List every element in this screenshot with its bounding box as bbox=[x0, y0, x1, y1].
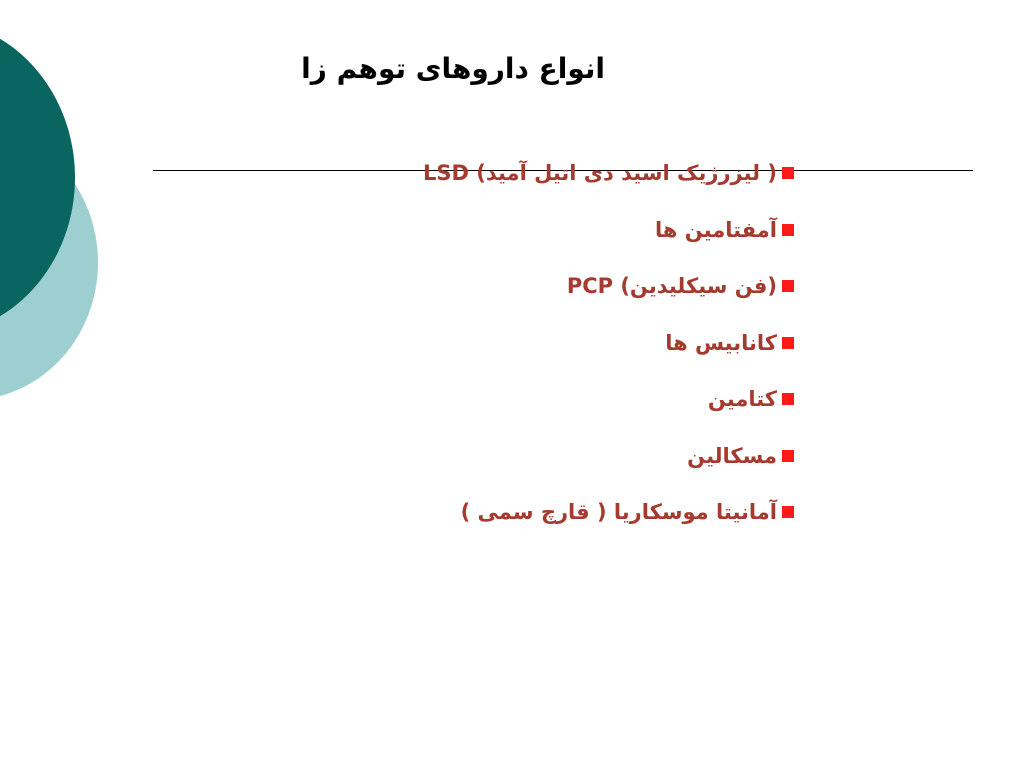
list-item-text: کانابیس ها bbox=[665, 330, 777, 355]
list-item-text: کتامین bbox=[707, 387, 777, 412]
square-bullet-icon bbox=[782, 167, 794, 179]
list-item bbox=[234, 145, 794, 202]
list-item bbox=[234, 371, 794, 428]
list-item bbox=[234, 484, 794, 541]
list-item-text: مسکالین bbox=[687, 443, 777, 468]
list-item bbox=[234, 202, 794, 259]
list-item bbox=[234, 428, 794, 485]
bullet-list bbox=[234, 145, 794, 541]
list-item-text: PCP (فن سیکلیدین) bbox=[566, 274, 777, 299]
slide-title: انواع داروهای توهم زا bbox=[301, 52, 605, 85]
square-bullet-icon bbox=[782, 337, 794, 349]
square-bullet-icon bbox=[782, 280, 794, 292]
square-bullet-icon bbox=[782, 450, 794, 462]
list-item-text: آمفتامین ها bbox=[654, 217, 777, 242]
list-item bbox=[234, 258, 794, 315]
square-bullet-icon bbox=[782, 393, 794, 405]
square-bullet-icon bbox=[782, 506, 794, 518]
square-bullet-icon bbox=[782, 224, 794, 236]
list-item-text: آمانیتا موسکاریا ( قارچ سمی ) bbox=[460, 500, 777, 525]
list-item bbox=[234, 315, 794, 372]
list-item-text: LSD (لیزرژیک اسید دی اتیل آمید ) bbox=[423, 161, 777, 186]
